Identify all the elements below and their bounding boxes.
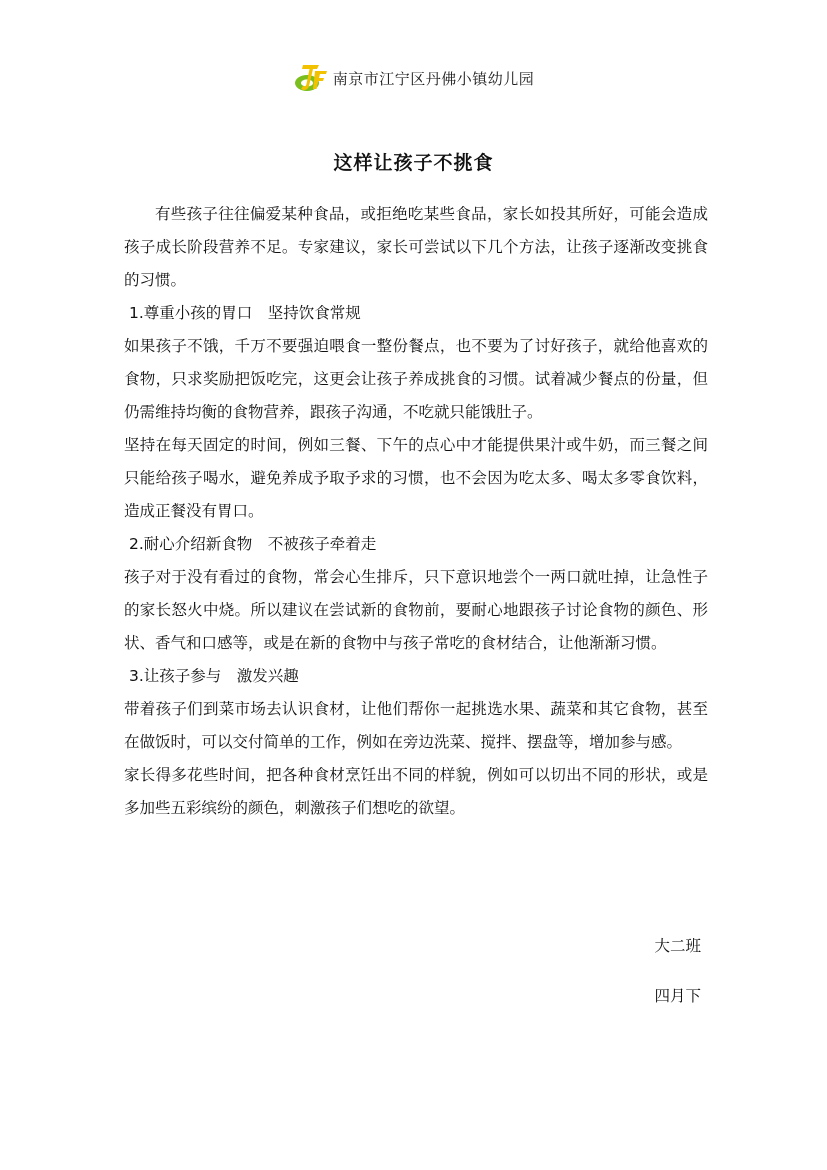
intro-paragraph: 有些孩子往往偏爱某种食品，或拒绝吃某些食品，家长如投其所好，可能会造成孩子成长阶段营养不足。专家建议，家长可尝试以下几个方法，让孩子逐渐改变挑食的习惯。 — [124, 205, 708, 289]
school-logo-icon — [293, 62, 331, 94]
article-title: 这样让孩子不挑食 — [333, 152, 494, 174]
section-heading: 3.让孩子参与 激发兴趣 — [129, 667, 299, 685]
body-paragraph: 坚持在每天固定的时间，例如三餐、下午的点心中才能提供果汁或牛奶，而三餐之间只能给孩子喝水，避免养成予取予求的习惯，也不会因为吃太多、喝太多零食饮料，造成正餐没有胃口。 — [124, 436, 708, 520]
signature-class: 大二班 — [654, 937, 701, 955]
body-paragraph: 家长得多花些时间，把各种食材烹饪出不同的样貌，例如可以切出不同的形状，或是多加些五彩缤纷的颜色，刺激孩子们想吃的欲望。 — [124, 766, 708, 817]
body-paragraph: 如果孩子不饿，千万不要强迫喂食一整份餐点，也不要为了讨好孩子，就给他喜欢的食物，只求奖励把饭吃完，这更会让孩子养成挑食的习惯。试着减少餐点的份量，但仍需维持均衡的食物营养，跟孩子沟通，不吃就只能饿肚子。 — [124, 337, 708, 421]
body-paragraph: 带着孩子们到菜市场去认识食材，让他们帮你一起挑选水果、蔬菜和其它食物，甚至在做饭时，可以交付简单的工作，例如在旁边洗菜、搅拌、摆盘等，增加参与感。 — [124, 700, 708, 751]
page-header — [0, 58, 827, 98]
body-paragraph: 孩子对于没有看过的食物，常会心生排斥，只下意识地尝个一两口就吐掉，让急性子的家长怒火中烧。所以建议在尝试新的食物前，要耐心地跟孩子讨论食物的颜色、形状、香气和口感等，或是在新的食物中与孩子常吃的食材结合，让他渐渐习惯。 — [124, 568, 708, 652]
article-body — [124, 198, 708, 825]
school-name: 南京市江宁区丹佛小镇幼儿园 — [332, 69, 535, 88]
signature-date: 四月下 — [654, 987, 701, 1005]
section-heading: 1.尊重小孩的胃口 坚持饮食常规 — [129, 304, 361, 322]
section-heading: 2.耐心介绍新食物 不被孩子牵着走 — [129, 535, 377, 553]
